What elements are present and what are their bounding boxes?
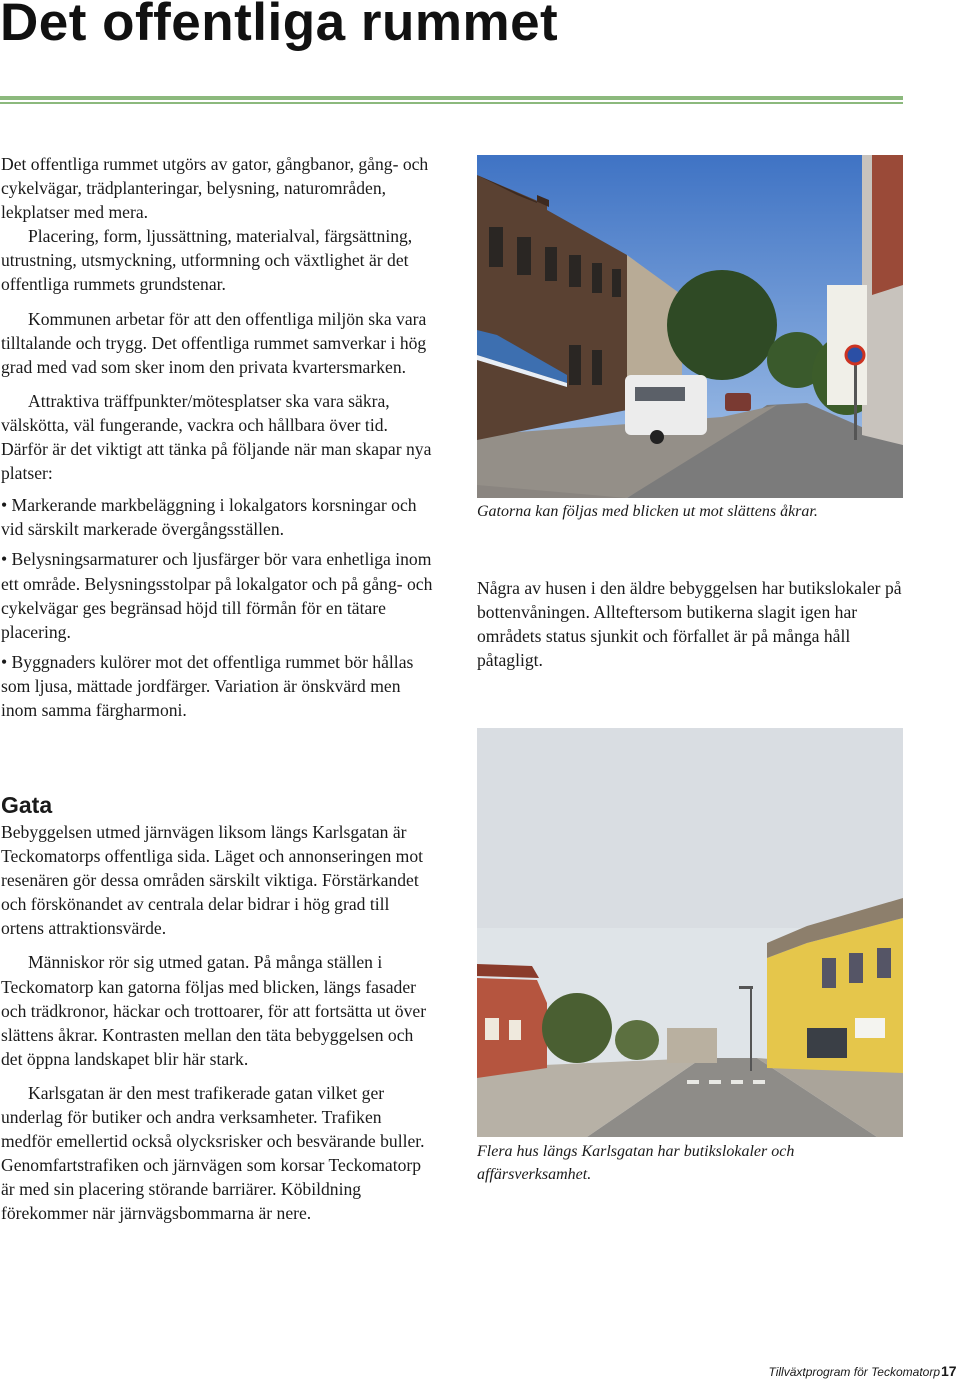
gata-paragraph-1: Bebyggelsen utmed järnvägen liksom längs Karlsgatan är Teckomatorps offentliga sida. Läget och annonseringen mot resenären gör dessa områden särskilt viktiga. Förstärkandet och förskönandet av centrala delar bidrar i hög grad till ortens attraktionsvärde. bbox=[1, 822, 424, 939]
right-column-text bbox=[477, 576, 903, 672]
photo-1-caption: Gatorna kan följas med blicken ut mot slättens åkrar. bbox=[477, 503, 818, 520]
intro-paragraph-3: Kommunen arbetar för att den offentliga miljön ska vara tilltalande och trygg. Det offentliga rummet samverkar i hög grad med vad som sker inom den privata kvartersmarken. bbox=[1, 308, 427, 377]
intro-paragraph-4: Attraktiva träffpunkter/mötesplatser ska vara säkra, välskötta, väl fungerande, vackra och hållbara över tid. Därför är det viktigt att tänka på följande när man skapar nya platser: bbox=[1, 390, 432, 484]
photo-2-caption: Flera hus längs Karlsgatan har butikslokaler och affärsverksamhet. bbox=[477, 1143, 795, 1183]
gata-paragraph-2: Människor rör sig utmed gatan. På många ställen i Teckomatorp kan gatorna följas med blicken, längs fasader och trädkronor, häckar och trottoarer, för att fortsätta ut över slättens åkrar. Kontrasten mellan den täta bebyggelsen och det öppna landskapet blir här stark. bbox=[1, 952, 427, 1069]
gata-paragraph-3: Karlsgatan är den mest trafikerade gatan vilket ger underlag för butiker och andra verksamheter. Trafiken medför emellertid också olycksrisker och besvärande buller. Genomfartstrafiken och järnvägen som korsar Teckomatorp är med sin placering störande barriärer. Köbildning förekommer när järnvägsbommarna är nere. bbox=[1, 1082, 425, 1224]
footer-text: Tillväxtprogram för Teckomatorp bbox=[768, 1365, 940, 1379]
gata-section bbox=[1, 820, 433, 1226]
title-rule-thin bbox=[0, 102, 903, 104]
title-rule bbox=[0, 96, 903, 100]
intro-paragraph-1: Det offentliga rummet utgörs av gator, gångbanor, gång- och cykelvägar, trädplanteringar, belysning, naturområden, lekplatser med mera. bbox=[1, 154, 429, 223]
intro-paragraph-2: Placering, form, ljussättning, materialval, färgsättning, utrustning, utsmyckning, utformning och växtlighet är det offentliga rummets grundstenar. bbox=[1, 226, 413, 295]
page-title: Det offentliga rummet bbox=[0, 0, 559, 52]
street-photo-2 bbox=[477, 728, 903, 1137]
intro-section bbox=[1, 152, 433, 722]
bullet-item: • Markerande markbeläggning i lokalgators korsningar och vid särskilt markerade övergångsställen. bbox=[1, 495, 417, 540]
page-number: 17 bbox=[941, 1363, 957, 1379]
street-photo-1 bbox=[477, 155, 903, 498]
right-paragraph: Några av husen i den äldre bebyggelsen har butikslokaler på bottenvåningen. Allteftersom butikerna slagit igen har områdets status sjunkit och förfallet är på många håll påtagligt. bbox=[477, 578, 902, 671]
bullet-item: • Byggnaders kulörer mot det offentliga rummet bör hållas som ljusa, mättade jordfärger. Variation är önskvärd men inom samma färgharmoni. bbox=[1, 651, 414, 720]
section-heading-gata: Gata bbox=[1, 792, 53, 818]
bullet-item: • Belysningsarmaturer och ljusfärger bör vara enhetliga inom ett område. Belysningsstolpar på lokalgator och på gång- och cykelvägar ges begränsad höjd till förmån för en tätare placering. bbox=[1, 549, 433, 642]
